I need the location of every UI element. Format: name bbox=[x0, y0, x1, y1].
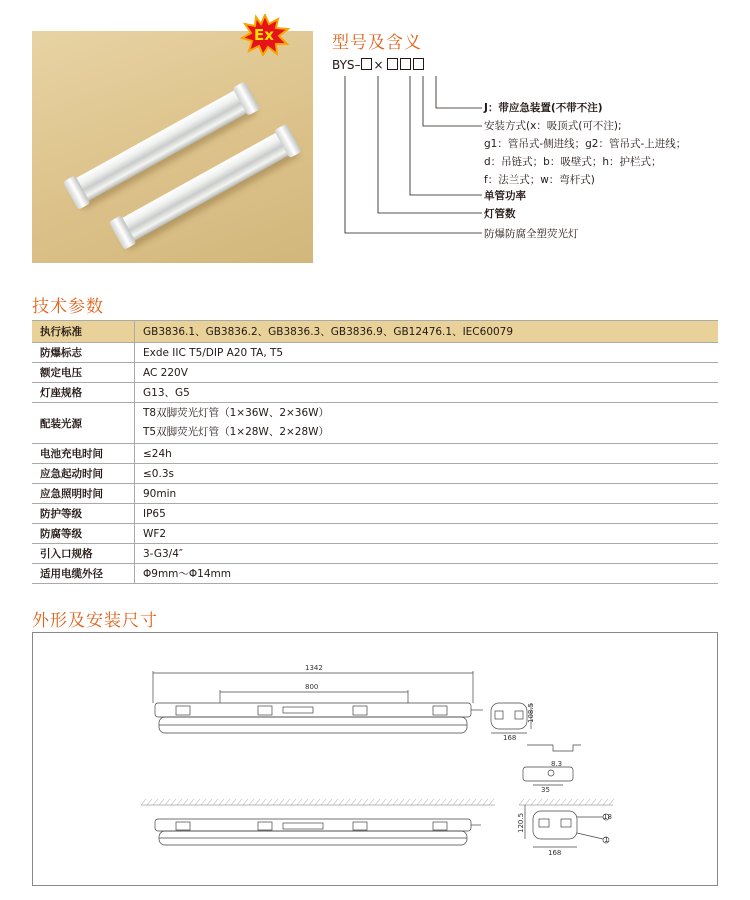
spec-label: 配装光源 bbox=[32, 403, 135, 444]
spec-value: GB3836.1、GB3836.2、GB3836.3、GB3836.9、GB12476.1、IEC60079 bbox=[135, 321, 719, 343]
spec-value: T8双脚荧光灯管（1×36W、2×36W） bbox=[143, 407, 330, 419]
ceiling-hatch-mark bbox=[273, 799, 278, 805]
ceiling-hatch-mark bbox=[417, 799, 422, 805]
spec-value: Φ9mm～Φ14mm bbox=[135, 564, 719, 584]
ceiling-hatch-mark bbox=[297, 799, 302, 805]
dim-end-height: 108.5 bbox=[527, 702, 535, 723]
spec-value: 3-G3/4″ bbox=[135, 544, 719, 564]
ceiling-hatch-mark bbox=[531, 799, 536, 805]
spec-row bbox=[32, 484, 718, 504]
ceiling-hatch-mark bbox=[285, 799, 290, 805]
ceiling-hatch-mark bbox=[237, 799, 242, 805]
spec-row bbox=[32, 321, 718, 343]
dim-length-mount: 800 bbox=[305, 683, 319, 691]
ceiling-hatch-mark bbox=[213, 799, 218, 805]
ceiling-hatch-mark bbox=[261, 799, 266, 805]
ceiling-hatch-mark bbox=[345, 799, 350, 805]
ceiling-hatch-mark bbox=[231, 799, 236, 805]
spec-label: 应急照明时间 bbox=[32, 484, 135, 504]
code-box-emergency bbox=[413, 58, 424, 70]
ceiling-hatch-mark bbox=[603, 799, 608, 805]
ceiling-hatch-mark bbox=[489, 799, 494, 805]
ceiling-hatch-mark bbox=[561, 799, 566, 805]
spec-label: 电池充电时间 bbox=[32, 444, 135, 464]
spec-label: 灯座规格 bbox=[32, 383, 135, 403]
explosion-proof-badge bbox=[240, 14, 290, 56]
ceiling-hatch-mark bbox=[579, 799, 584, 805]
ceiling-hatch-mark bbox=[585, 799, 590, 805]
ceiling-hatch-mark bbox=[327, 799, 332, 805]
product-photo bbox=[32, 31, 313, 263]
ceiling-hatch-mark bbox=[189, 799, 194, 805]
legend-tube-power: 单管功率 bbox=[484, 190, 526, 202]
ceiling-hatch-mark bbox=[525, 799, 530, 805]
ceiling-hatch-mark bbox=[471, 799, 476, 805]
ceiling-hatch-mark bbox=[303, 799, 308, 805]
ceiling-hatch-mark bbox=[225, 799, 230, 805]
legend-mounting-d: d：吊链式；b：吸壁式；h：护栏式； bbox=[484, 156, 662, 168]
spec-row bbox=[32, 343, 718, 363]
dim-ceiling-height: 120.5 bbox=[517, 812, 525, 833]
ceiling-hatch-mark bbox=[321, 799, 326, 805]
legend-mounting-g: g1：管吊式-侧进线；g2：管吊式-上进线； bbox=[484, 138, 687, 150]
ceiling-hatch-mark bbox=[177, 799, 182, 805]
ceiling-hatch-mark bbox=[333, 799, 338, 805]
spec-value-multi bbox=[135, 403, 719, 444]
ceiling-hatch-mark bbox=[279, 799, 284, 805]
ceiling-hatch-mark bbox=[309, 799, 314, 805]
ceiling-hatch-mark bbox=[291, 799, 296, 805]
dim-length-total: 1342 bbox=[305, 664, 323, 672]
spec-label: 应急起动时间 bbox=[32, 464, 135, 484]
ceiling-hatch-mark bbox=[153, 799, 158, 805]
spec-value: ≤24h bbox=[135, 444, 719, 464]
dim-ceiling-width: 168 bbox=[548, 849, 562, 857]
ceiling-hatch-mark bbox=[219, 799, 224, 805]
spec-row bbox=[32, 383, 718, 403]
spec-value: Exde IIC T5/DIP A20 TA, T5 bbox=[135, 343, 719, 363]
ceiling-hatch-mark bbox=[267, 799, 272, 805]
spec-label: 适用电缆外径 bbox=[32, 564, 135, 584]
specs-section-title: 技术参数 bbox=[32, 297, 104, 317]
ceiling-hatch-mark bbox=[141, 799, 146, 805]
ceiling-hatch-mark bbox=[537, 799, 542, 805]
ceiling-hatch-mark bbox=[435, 799, 440, 805]
legend-mounting-f: f：法兰式；w：弯杆式) bbox=[484, 174, 595, 186]
spec-row bbox=[32, 564, 718, 584]
ceiling-hatch-mark bbox=[411, 799, 416, 805]
spec-value: AC 220V bbox=[135, 363, 719, 383]
code-box-power bbox=[387, 58, 398, 70]
spec-label: 引入口规格 bbox=[32, 544, 135, 564]
spec-value: ≤0.3s bbox=[135, 464, 719, 484]
ex-badge-text: Ex bbox=[254, 26, 274, 44]
ceiling-hatch-mark bbox=[249, 799, 254, 805]
ceiling-hatch-mark bbox=[375, 799, 380, 805]
ceiling-hatch-mark bbox=[393, 799, 398, 805]
spec-row bbox=[32, 504, 718, 524]
ceiling-hatch-mark bbox=[453, 799, 458, 805]
spec-label: 执行标准 bbox=[32, 321, 135, 343]
callout-a: 18 bbox=[603, 813, 612, 821]
ceiling-hatch-mark bbox=[441, 799, 446, 805]
ceiling-hatch-mark bbox=[591, 799, 596, 805]
code-box-tube-count bbox=[361, 58, 372, 70]
ceiling-hatch-mark bbox=[405, 799, 410, 805]
ceiling-hatch-mark bbox=[555, 799, 560, 805]
spec-label: 额定电压 bbox=[32, 363, 135, 383]
ceiling-hatch-mark bbox=[171, 799, 176, 805]
ceiling-hatch-mark bbox=[459, 799, 464, 805]
ceiling-hatch-mark bbox=[351, 799, 356, 805]
ceiling-hatch-mark bbox=[381, 799, 386, 805]
ceiling-hatch-mark bbox=[255, 799, 260, 805]
ceiling-hatch-mark bbox=[609, 799, 614, 805]
ceiling-hatch-mark bbox=[159, 799, 164, 805]
ceiling-hatch-mark bbox=[519, 799, 524, 805]
spec-value: G13、G5 bbox=[135, 383, 719, 403]
ceiling-hatch-mark bbox=[429, 799, 434, 805]
ceiling-hatch-mark bbox=[387, 799, 392, 805]
ceiling-hatch-mark bbox=[165, 799, 170, 805]
dim-bracket-width: 35 bbox=[541, 786, 550, 794]
spec-label: 防爆标志 bbox=[32, 343, 135, 363]
ceiling-hatch-mark bbox=[477, 799, 482, 805]
ceiling-hatch-mark bbox=[543, 799, 548, 805]
spec-row bbox=[32, 544, 718, 564]
ceiling-hatch-mark bbox=[243, 799, 248, 805]
spec-row bbox=[32, 363, 718, 383]
spec-value: T5双脚荧光灯管（1×28W、2×28W） bbox=[143, 426, 330, 438]
ceiling-hatch-mark bbox=[147, 799, 152, 805]
model-code-prefix: BYS bbox=[332, 58, 355, 72]
model-code: BYS– × bbox=[332, 58, 426, 72]
ceiling-hatch-mark bbox=[207, 799, 212, 805]
ceiling-hatch-mark bbox=[549, 799, 554, 805]
ceiling-hatch-mark bbox=[567, 799, 572, 805]
spec-label: 防护等级 bbox=[32, 504, 135, 524]
ceiling-hatch-mark bbox=[195, 799, 200, 805]
ceiling-hatch-mark bbox=[447, 799, 452, 805]
spec-label: 防腐等级 bbox=[32, 524, 135, 544]
legend-emergency: J：带应急装置(不带不注) bbox=[484, 102, 603, 114]
ceiling-hatch-mark bbox=[357, 799, 362, 805]
spec-row bbox=[32, 444, 718, 464]
spec-row bbox=[32, 524, 718, 544]
legend-mounting: 安装方式(x：吸顶式(可不注); bbox=[484, 120, 622, 132]
legend-tube-count: 灯管数 bbox=[484, 208, 516, 220]
model-code-sep: × bbox=[373, 58, 384, 72]
model-section-title: 型号及含义 bbox=[332, 33, 422, 53]
ceiling-hatch-mark bbox=[465, 799, 470, 805]
dimensions-section-title: 外形及安装尺寸 bbox=[32, 611, 158, 631]
callout-b: 1 bbox=[604, 836, 609, 844]
ceiling-hatch-mark bbox=[183, 799, 188, 805]
ceiling-hatch-mark bbox=[363, 799, 368, 805]
ceiling-hatch-mark bbox=[339, 799, 344, 805]
model-code-leader-lines bbox=[330, 70, 490, 240]
spec-value: IP65 bbox=[135, 504, 719, 524]
dim-end-width: 168 bbox=[503, 734, 517, 742]
spec-value: WF2 bbox=[135, 524, 719, 544]
ceiling-hatch-mark bbox=[201, 799, 206, 805]
spec-value: 90min bbox=[135, 484, 719, 504]
spec-table bbox=[32, 320, 718, 584]
spec-row bbox=[32, 464, 718, 484]
legend-product-name: 防爆防腐全塑荧光灯 bbox=[484, 228, 579, 240]
ceiling-hatch-mark bbox=[423, 799, 428, 805]
ceiling-hatch-mark bbox=[399, 799, 404, 805]
ceiling-hatch-mark bbox=[597, 799, 602, 805]
spec-row bbox=[32, 403, 718, 444]
dimension-drawing bbox=[32, 632, 718, 886]
dim-bracket-hole: 8.3 bbox=[551, 760, 563, 768]
ceiling-hatch-mark bbox=[315, 799, 320, 805]
ceiling-hatch-mark bbox=[369, 799, 374, 805]
code-box-mount bbox=[400, 58, 411, 70]
ceiling-hatch-mark bbox=[483, 799, 488, 805]
ceiling-hatch-mark bbox=[573, 799, 578, 805]
